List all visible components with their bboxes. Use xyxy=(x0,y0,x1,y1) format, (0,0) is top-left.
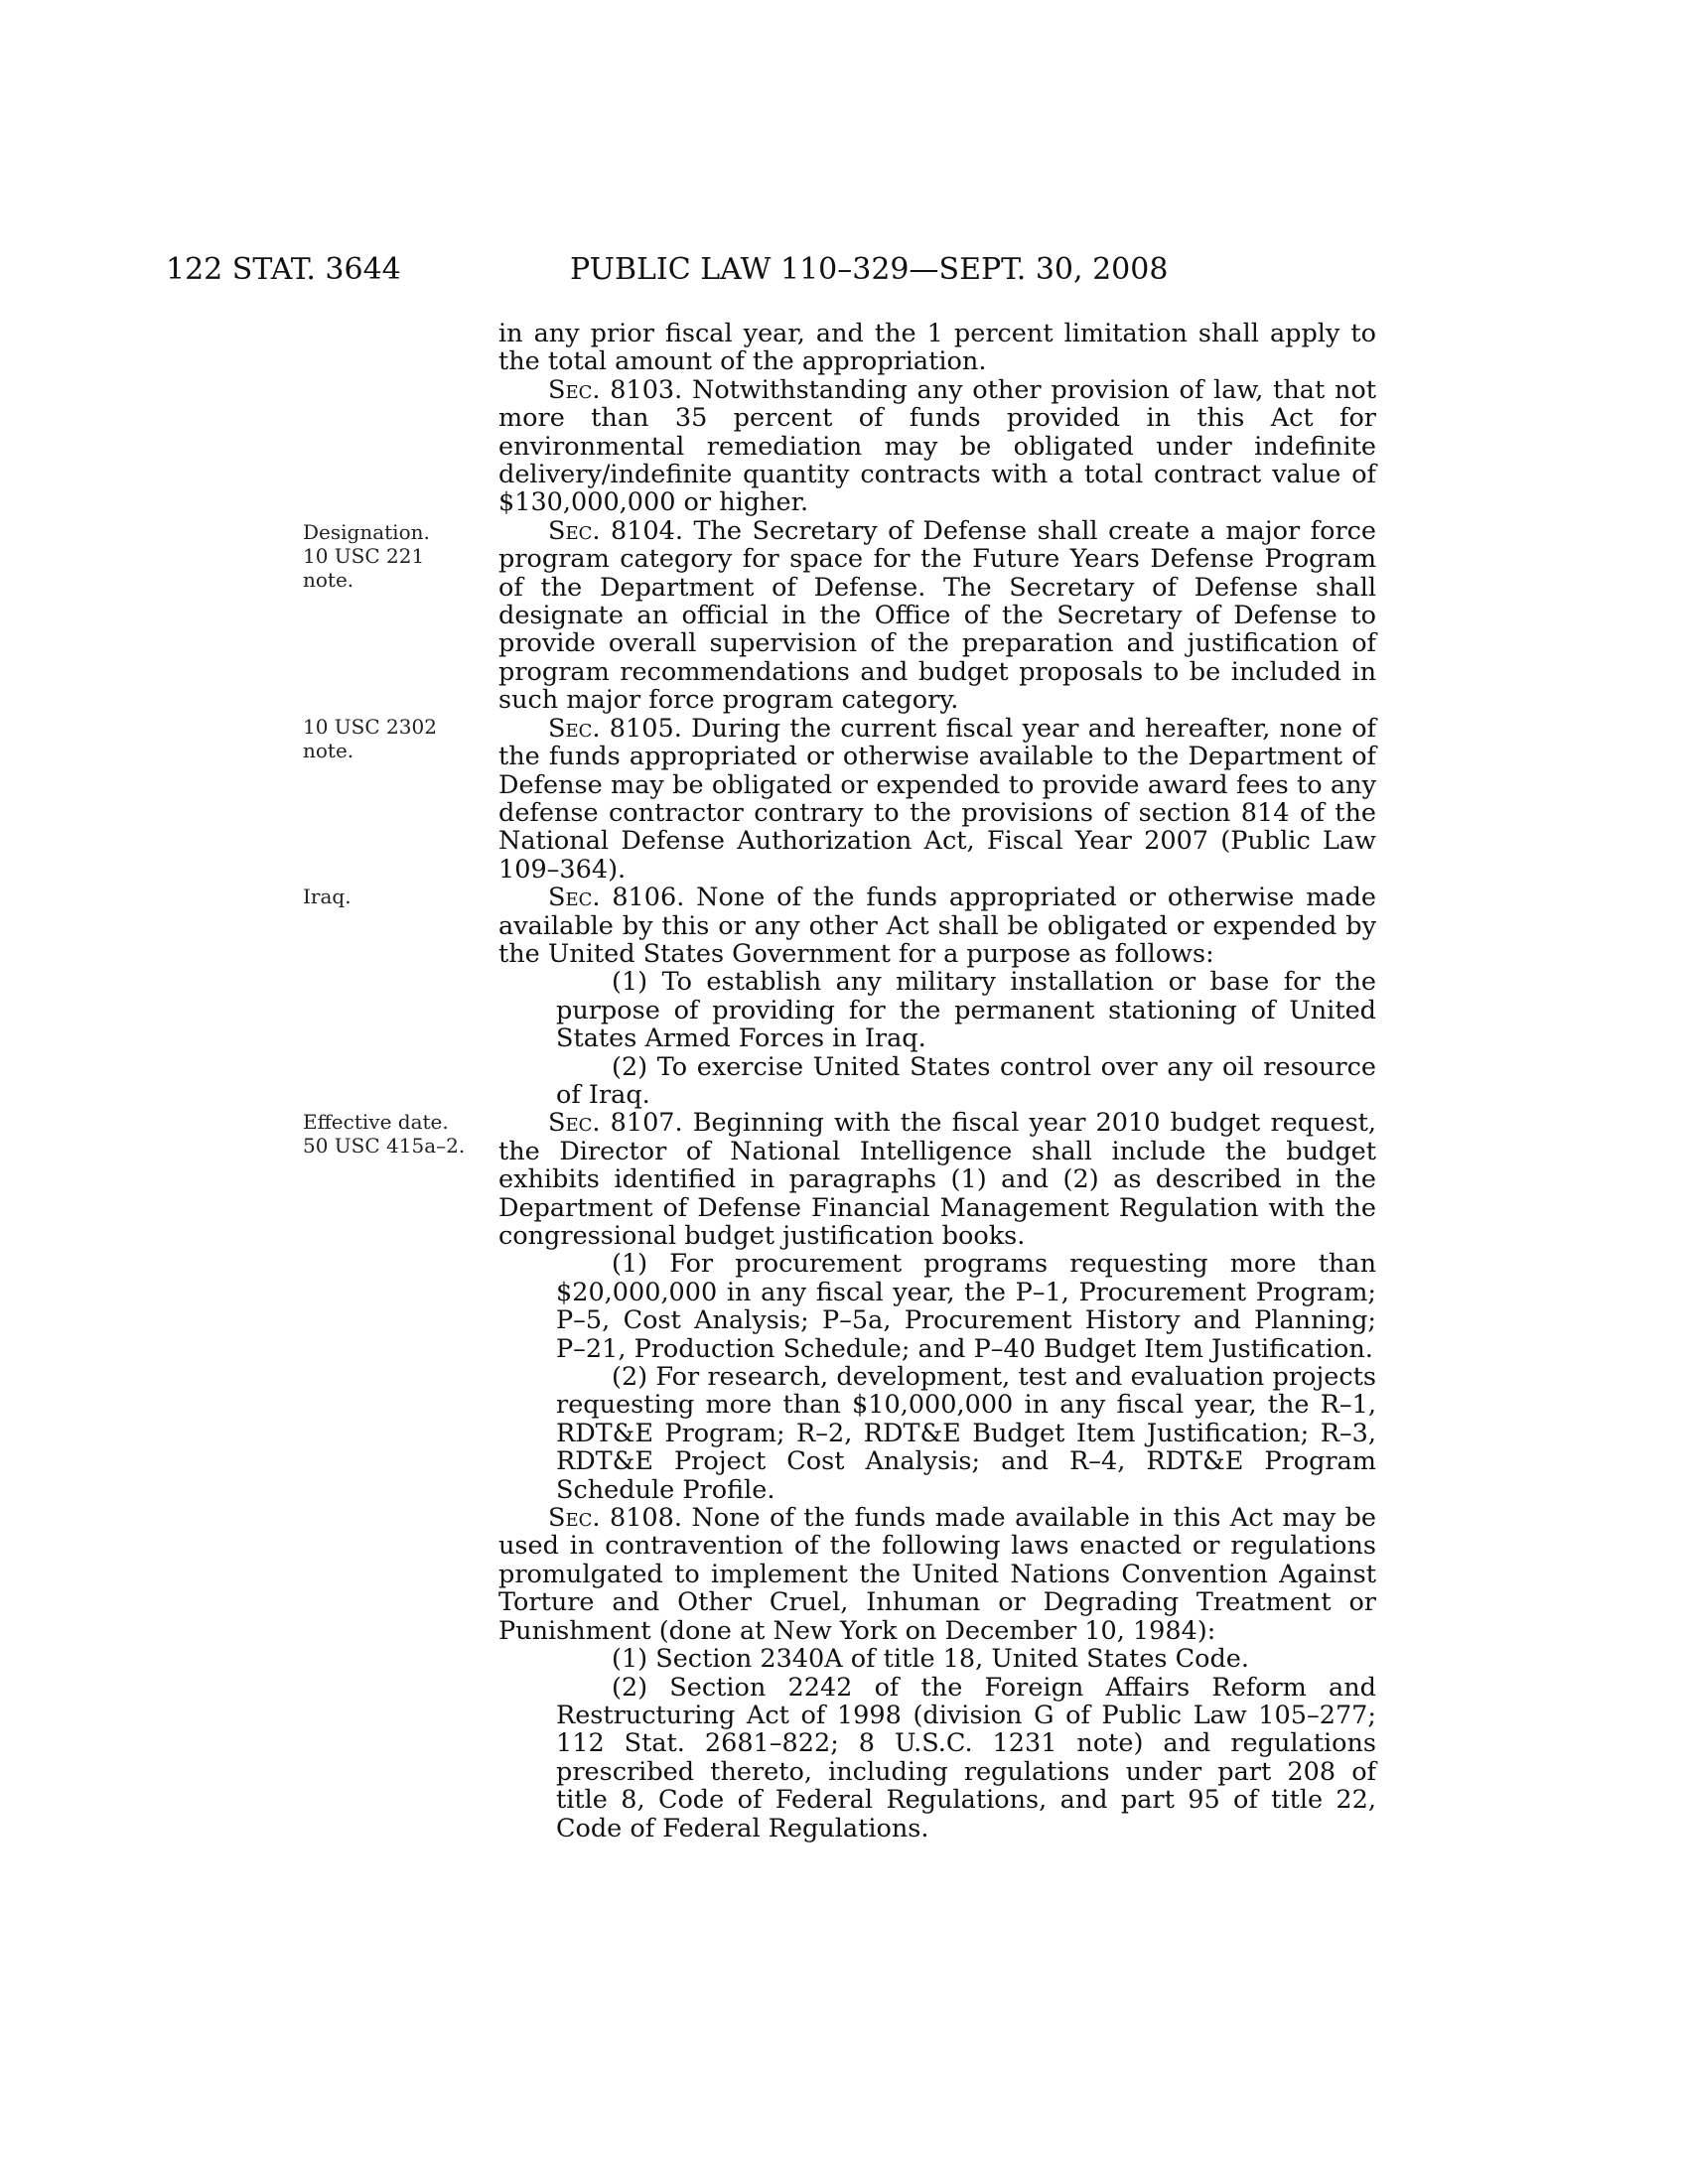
section-label: Sec. xyxy=(548,713,601,744)
section-label: Sec. xyxy=(548,1503,601,1534)
section-number: 8108. xyxy=(600,1503,682,1534)
section-8105 xyxy=(498,715,1376,884)
section-label: Sec. xyxy=(548,1108,601,1139)
section-number: 8103. xyxy=(600,374,683,405)
margin-note-line: Effective date. xyxy=(303,1110,449,1134)
intro-paragraph: in any prior fiscal year, and the 1 percent limitation shall apply to the total amount of the appropriation. xyxy=(498,319,1376,377)
margin-note-line: Iraq. xyxy=(303,885,352,908)
page-header-title: PUBLIC LAW 110–329—SEPT. 30, 2008 xyxy=(570,252,1169,287)
section-label: Sec. xyxy=(548,515,601,546)
statute-body xyxy=(498,320,1376,1843)
section-number: 8107. xyxy=(600,1108,683,1139)
section-8103 xyxy=(498,376,1376,517)
section-8106 xyxy=(498,884,1376,968)
section-text: The Secretary of Defense shall create a major force program category for space for the Future Years Defense Program of the Department of Defense. The Secretary of Defense shall designate an official in the Office of the Secretary of Defense to provide overall supervision of the preparation and justification of program recommendations and budget proposals to be included in such major force program category. xyxy=(498,515,1377,716)
section-8108 xyxy=(498,1504,1376,1645)
section-text: During the current fiscal year and hereafter, none of the funds appropriated or otherwise available to the Department of Defense may be obligated or expended to provide award fees to any defense contractor contrary to the provisions of section 814 of the National Defense Authorization Act, Fiscal Year 2007 (Public Law 109–364). xyxy=(498,713,1376,885)
margin-note-iraq xyxy=(303,885,477,908)
section-8108-paragraph-1: (1) Section 2340A of title 18, United States Code. xyxy=(612,1644,1249,1675)
section-number: 8104. xyxy=(600,515,683,546)
margin-note-usc-2302 xyxy=(303,715,477,762)
page-stat-number: 122 STAT. 3644 xyxy=(166,252,401,287)
section-8107-paragraph-1: (1) For procurement programs requesting more than $20,000,000 in any fiscal year, the P–1, Procurement Program; P–5, Cost Analysis; P–5a, Procurement History and Planning; P–21, Production Schedule; and P–40 Budget Item Justification. xyxy=(556,1249,1376,1364)
section-number: 8105. xyxy=(600,713,682,744)
section-8104 xyxy=(498,517,1376,715)
margin-note-line: 10 USC 221 note. xyxy=(303,544,425,592)
section-8106-paragraph-2: (2) To exercise United States control over any oil resource of Iraq. xyxy=(556,1051,1376,1110)
section-8106-paragraph-1: (1) To establish any military installation or base for the purpose of providing for the permanent stationing of United States Armed Forces in Iraq. xyxy=(556,967,1376,1054)
section-label: Sec. xyxy=(548,374,601,405)
margin-note-line: Designation. xyxy=(303,520,430,544)
section-text: Beginning with the fiscal year 2010 budget request, the Director of National Intelligence shall include the budget exhibits identified in paragraphs (1) and (2) as described in the Department of Defense Financial Management Regulation with the congressional budget justification books. xyxy=(498,1108,1377,1251)
section-8107-paragraph-2: (2) For research, development, test and evaluation projects requesting more than $10,000,000 in any fiscal year, the R–1, RDT&E Program; R–2, RDT&E Budget Item Justification; R–3, RDT&E Project Cost Analysis; and R–4, RDT&E Program Schedule Profile. xyxy=(556,1362,1376,1505)
section-text: None of the funds appropriated or otherwise made available by this or any other Act shall be obligated or expended by the United States Government for a purpose as follows: xyxy=(498,883,1377,969)
margin-note-designation xyxy=(303,520,477,592)
section-text: Notwithstanding any other provision of law, that not more than 35 percent of funds provided in this Act for environmental remediation may be obligated under indefinite delivery/indefinite quantity contracts with a total contract value of $130,000,000 or higher. xyxy=(498,374,1377,518)
margin-note-line: note. xyxy=(303,739,354,762)
margin-note-line: 50 USC 415a–2. xyxy=(303,1134,466,1158)
margin-note-effective-date xyxy=(303,1110,477,1158)
section-label: Sec. xyxy=(548,883,601,913)
section-8108-paragraph-2: (2) Section 2242 of the Foreign Affairs Reform and Restructuring Act of 1998 (division G of Public Law 105–277; 112 Stat. 2681–822; 8 U.S.C. 1231 note) and regulations prescribed thereto, including regulations under part 208 of title 8, Code of Federal Regulations, and part 95 of title 22, Code of Federal Regulations. xyxy=(556,1672,1376,1843)
section-number: 8106. xyxy=(600,883,685,913)
margin-note-line: 10 USC 2302 xyxy=(303,715,437,739)
section-8107 xyxy=(498,1109,1376,1250)
section-text: None of the funds made available in this Act may be used in contravention of the following laws enacted or regulations promulgated to implement the United Nations Convention Against Torture and Other Cruel, Inhuman or Degrading Treatment or Punishment (done at New York on December 10, 1984): xyxy=(498,1503,1376,1646)
